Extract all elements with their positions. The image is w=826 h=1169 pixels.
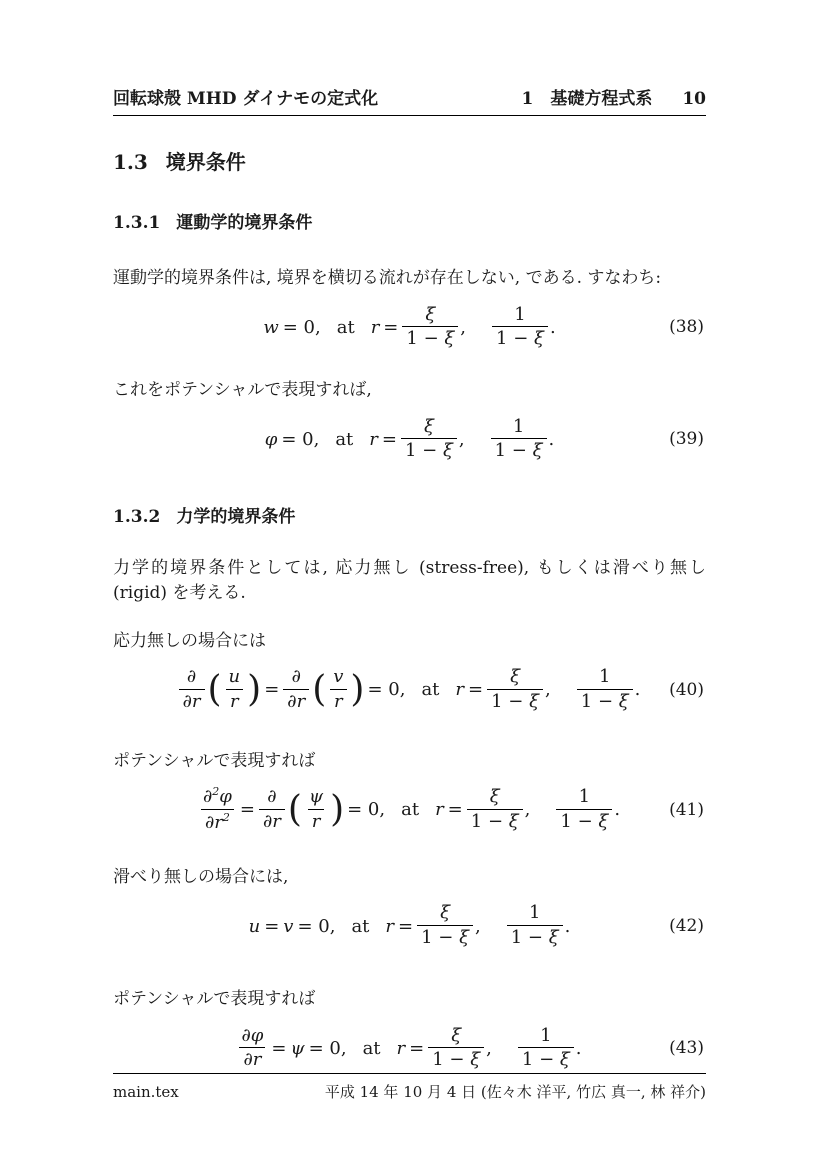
page-header bbox=[113, 84, 706, 109]
math-equals-zero: = 0, bbox=[297, 915, 336, 937]
equation-41 bbox=[113, 785, 706, 835]
math-equals-zero: = 0, bbox=[308, 1037, 347, 1059]
fraction-partial-over-partial-r: $\frac{\partial}{\partial r}$ bbox=[259, 787, 285, 832]
equation-38 bbox=[113, 302, 706, 352]
equation-40 bbox=[113, 665, 706, 715]
fraction-u-over-r: $\frac{u}{r}$ bbox=[225, 667, 245, 712]
fraction-xi-over-1-minus-xi: $\frac{\xi}{1 - \xi}$ bbox=[401, 417, 457, 462]
footer-date-authors: 平成 14 年 10 月 4 日 (佐々木 洋平, 竹広 真一, 林 祥介) bbox=[324, 1083, 706, 1102]
math-var-w: w bbox=[263, 316, 279, 338]
fraction-xi-over-1-minus-xi: $\frac{\xi}{1 - \xi}$ bbox=[467, 787, 523, 832]
fraction-xi-over-1-minus-xi: $\frac{\xi}{1 - \xi}$ bbox=[417, 903, 473, 948]
math-var-psi: ψ bbox=[290, 1037, 305, 1059]
paragraph-potential-40: ポテンシャルで表現すれば bbox=[113, 750, 316, 771]
math-equals: = bbox=[398, 915, 414, 937]
page-footer bbox=[113, 1073, 706, 1102]
math-var-r: r bbox=[455, 679, 465, 701]
math-comma: , bbox=[545, 679, 551, 701]
math-equals: = bbox=[468, 679, 484, 701]
equation-43 bbox=[113, 1023, 706, 1073]
math-equals: = bbox=[447, 799, 463, 821]
paragraph-potential-42: ポテンシャルで表現すれば bbox=[113, 989, 316, 1010]
left-paren: ( bbox=[312, 668, 327, 710]
fraction-v-over-r: $\frac{v}{r}$ bbox=[329, 667, 347, 712]
fraction-xi-over-1-minus-xi: $\frac{\xi}{1 - \xi}$ bbox=[428, 1026, 484, 1071]
left-paren: ( bbox=[207, 668, 222, 710]
math-comma: , bbox=[458, 428, 465, 450]
fraction-xi-over-1-minus-xi: $\frac{\xi}{1 - \xi}$ bbox=[402, 305, 458, 350]
section-title: 境界条件 bbox=[165, 150, 246, 174]
math-equals-zero: = 0, bbox=[347, 799, 386, 821]
right-paren: ) bbox=[330, 788, 345, 830]
subsection-number: 1.3.1 bbox=[113, 213, 161, 233]
math-equals-zero: = 0, bbox=[367, 679, 406, 701]
fraction-1-over-1-minus-xi: $\frac{1}{1 - \xi}$ bbox=[507, 903, 563, 948]
math-equals-zero: = 0, bbox=[282, 316, 321, 338]
running-title: 回転球殻 MHD ダイナモの定式化 bbox=[113, 89, 379, 109]
section-number: 1.3 bbox=[113, 150, 148, 174]
equation-number: (41) bbox=[669, 799, 704, 820]
math-period: . bbox=[564, 915, 571, 937]
math-equals: = bbox=[239, 799, 255, 821]
math-var-r: r bbox=[385, 915, 395, 937]
math-equals: = bbox=[264, 915, 280, 937]
math-equals: = bbox=[271, 1037, 287, 1059]
fraction-1-over-1-minus-xi: $\frac{1}{1 - \xi}$ bbox=[491, 417, 547, 462]
math-period: . bbox=[549, 316, 556, 338]
fraction-1-over-1-minus-xi: $\frac{1}{1 - \xi}$ bbox=[492, 305, 548, 350]
math-comma: , bbox=[460, 316, 467, 338]
paragraph-kinematic-intro: 運動学的境界条件は, 境界を横切る流れが存在しない, である. すなわち: bbox=[113, 268, 662, 289]
page-number: 10 bbox=[682, 89, 706, 109]
equation-42 bbox=[113, 901, 706, 951]
math-equals: = bbox=[264, 679, 280, 701]
math-at: at bbox=[401, 799, 420, 821]
fraction-1-over-1-minus-xi: $\frac{1}{1 - \xi}$ bbox=[577, 667, 633, 712]
math-period: . bbox=[575, 1037, 582, 1059]
math-comma: , bbox=[524, 799, 531, 821]
equation-number: (42) bbox=[669, 916, 704, 937]
math-var-r: r bbox=[369, 428, 378, 450]
right-paren: ) bbox=[350, 668, 365, 710]
math-var-v: v bbox=[283, 915, 294, 937]
math-var-r: r bbox=[396, 1037, 406, 1059]
subsection-heading-dynamic bbox=[113, 506, 706, 528]
running-section-block bbox=[521, 84, 706, 109]
equation-number: (40) bbox=[669, 679, 704, 700]
equation-number: (43) bbox=[669, 1038, 704, 1059]
fraction-1-over-1-minus-xi: $\frac{1}{1 - \xi}$ bbox=[556, 787, 612, 832]
paragraph-dynamic-intro: 力学的境界条件としては, 応力無し (stress-free), もしくは滑べり無し (rigid) を考える. bbox=[113, 558, 706, 603]
math-at: at bbox=[336, 316, 355, 338]
math-period: . bbox=[614, 799, 621, 821]
header-rule bbox=[113, 115, 706, 116]
section-heading bbox=[113, 150, 706, 174]
math-var-phi: φ bbox=[264, 428, 278, 450]
equation-number: (38) bbox=[669, 317, 704, 338]
equation-39 bbox=[113, 414, 706, 464]
math-at: at bbox=[421, 679, 440, 701]
subsection-number: 1.3.2 bbox=[113, 507, 161, 528]
fraction-psi-over-r: $\frac{\psi}{r}$ bbox=[308, 786, 324, 832]
left-paren: ( bbox=[287, 788, 302, 830]
fraction-xi-over-1-minus-xi: $\frac{\xi}{1 - \xi}$ bbox=[487, 667, 543, 712]
math-period: . bbox=[548, 428, 555, 450]
paragraph-potential-38: これをポテンシャルで表現すれば, bbox=[113, 380, 372, 401]
math-comma: , bbox=[486, 1037, 492, 1059]
math-var-r: r bbox=[435, 799, 444, 821]
right-paren: ) bbox=[247, 668, 262, 710]
equation-number: (39) bbox=[669, 429, 704, 450]
fraction-dphi-over-dr: $\frac{\partial\varphi}{\partial r}$ bbox=[241, 1024, 264, 1071]
fraction-d2phi-over-dr2: $\frac{\partial^2\varphi}{\partial r^2}$ bbox=[202, 785, 232, 833]
math-at: at bbox=[335, 428, 354, 450]
fraction-partial-over-partial-r: $\frac{\partial}{\partial r}$ bbox=[179, 667, 205, 712]
paragraph-no-slip-case: 滑べり無しの場合には, bbox=[113, 866, 289, 887]
subsection-title: 力学的境界条件 bbox=[176, 507, 296, 528]
math-var-u: u bbox=[248, 915, 261, 937]
math-equals: = bbox=[383, 316, 399, 338]
math-equals: = bbox=[409, 1037, 425, 1059]
subsection-heading-kinematic bbox=[113, 212, 706, 234]
math-comma: , bbox=[475, 915, 481, 937]
fraction-1-over-1-minus-xi: $\frac{1}{1 - \xi}$ bbox=[518, 1026, 574, 1071]
subsection-title: 運動学的境界条件 bbox=[176, 213, 313, 233]
paragraph-stress-free-case: 応力無しの場合には bbox=[113, 630, 266, 651]
footer-filename: main.tex bbox=[113, 1083, 179, 1102]
math-period: . bbox=[634, 679, 641, 701]
math-equals: = bbox=[381, 428, 397, 450]
math-equals-zero: = 0, bbox=[281, 428, 320, 450]
running-section: 1 基礎方程式系 bbox=[521, 89, 653, 109]
math-at: at bbox=[362, 1037, 381, 1059]
math-at: at bbox=[351, 915, 370, 937]
math-var-r: r bbox=[370, 316, 380, 338]
fraction-partial-over-partial-r: $\frac{\partial}{\partial r}$ bbox=[283, 667, 309, 712]
